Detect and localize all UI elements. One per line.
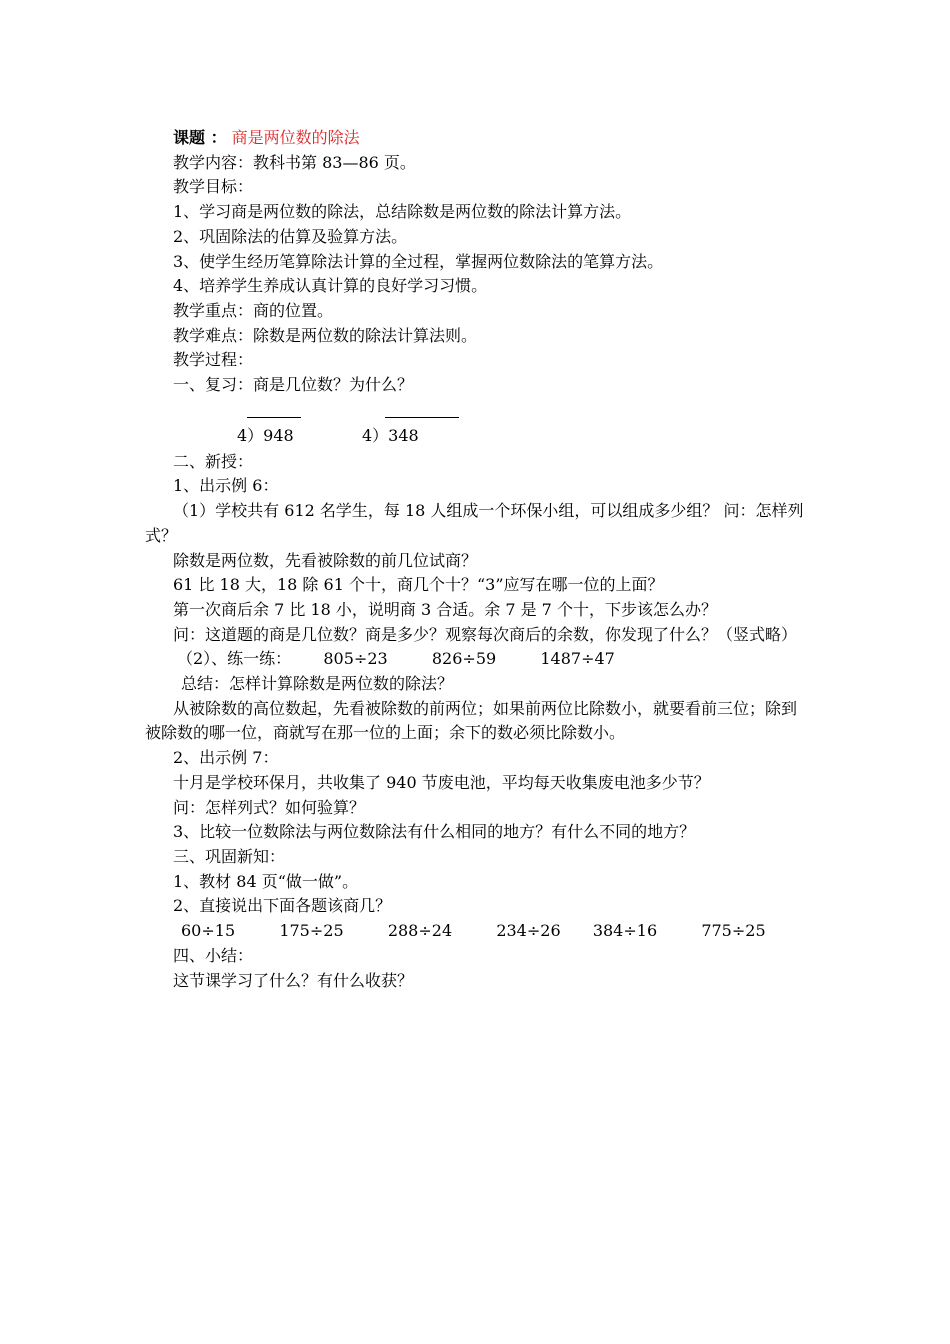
consolidate-item: 2、直接说出下面各题该商几？	[173, 896, 392, 916]
practice-item: 1487÷47	[540, 649, 615, 669]
wrap-up-heading: 四、小结：	[173, 945, 254, 965]
key-point: 教学重点：商的位置。	[173, 300, 334, 320]
division-bar	[385, 417, 459, 418]
difficulty: 教学难点：除数是两位数的除法计算法则。	[173, 325, 478, 345]
lesson-title: 商是两位数的除法	[231, 128, 360, 147]
division-bar	[247, 417, 301, 418]
example7-question: 十月是学校环保月，共收集了 940 节废电池，平均每天收集废电池多少节？	[173, 772, 710, 792]
example6-heading: 1、出示例 6：	[173, 476, 279, 496]
goal-item: 2、巩固除法的估算及验算方法。	[173, 226, 408, 246]
practice-item: 826÷59	[431, 649, 497, 669]
lesson-plan	[145, 126, 810, 993]
new-lesson-heading: 二、新授：	[173, 451, 254, 471]
division-expression: 4）948	[237, 426, 294, 445]
goal-item: 4、培养学生养成认真计算的良好学习习惯。	[173, 276, 488, 296]
exercise-item: 60÷15	[181, 921, 236, 941]
title-label: 课题 ：	[173, 128, 227, 147]
wrap-up-question: 这节课学习了什么？有什么收获？	[173, 970, 414, 990]
practice-item: 805÷23	[323, 649, 388, 669]
exercise-item: 384÷16	[592, 921, 658, 941]
consolidate-heading: 三、巩固新知：	[173, 846, 286, 866]
example6-step: 问：这道题的商是几位数？商是多少？观察每次商后的余数，你发现了什么？（竖式略）	[173, 624, 798, 644]
goals-heading: 教学目标：	[173, 177, 254, 197]
example6-step: 61 比 18 大，18 除 61 个十，商几个十？“3”应写在哪一位的上面？	[173, 575, 664, 595]
practice-line	[145, 647, 810, 672]
goal-item: 3、使学生经历笔算除法计算的全过程，掌握两位数除法的笔算方法。	[173, 251, 664, 271]
exercise-item: 775÷25	[701, 921, 766, 941]
example6-question: （1）学校共有 612 名学生，每 18 人组成一个环保小组，可以组成多少组？ 问：怎样列式？	[145, 501, 804, 545]
summary-text: 从被除数的高位数起，先看被除数的前两位；如果前两位比除数小，就要看前三位；除到被除数的哪一位，商就写在那一位的上面；余下的数必须比除数小。	[145, 698, 798, 743]
example7-followup: 问：怎样列式？如何验算？	[173, 797, 366, 817]
division-expression: 4）348	[362, 426, 419, 445]
example6-step: 除数是两位数，先看被除数的前几位试商？	[173, 550, 478, 570]
example6-step: 第一次商后余 7 比 18 小，说明商 3 合适。余 7 是 7 个十，下步该怎么办？	[173, 599, 717, 619]
exercise-item: 288÷24	[387, 921, 453, 941]
exercise-item: 234÷26	[496, 921, 561, 941]
consolidate-item: 1、教材 84 页“做一做”。	[173, 871, 359, 891]
exercise-line	[145, 919, 810, 944]
review-heading: 一、复习：商是几位数？为什么？	[173, 375, 414, 395]
process-heading: 教学过程：	[173, 350, 254, 370]
example7-heading: 2、出示例 7：	[173, 748, 279, 768]
practice-label: （2）、练一练：	[177, 649, 292, 669]
exercise-item: 175÷25	[279, 921, 344, 941]
compare-question: 3、比较一位数除法与两位数除法有什么相同的地方？有什么不同的地方？	[173, 822, 696, 842]
title-line	[145, 126, 810, 151]
summary-question: 总结：怎样计算除数是两位数的除法？	[181, 674, 454, 694]
goal-item: 1、学习商是两位数的除法，总结除数是两位数的除法计算方法。	[173, 202, 632, 222]
teaching-content: 教学内容：教科书第 83—86 页。	[173, 152, 416, 172]
